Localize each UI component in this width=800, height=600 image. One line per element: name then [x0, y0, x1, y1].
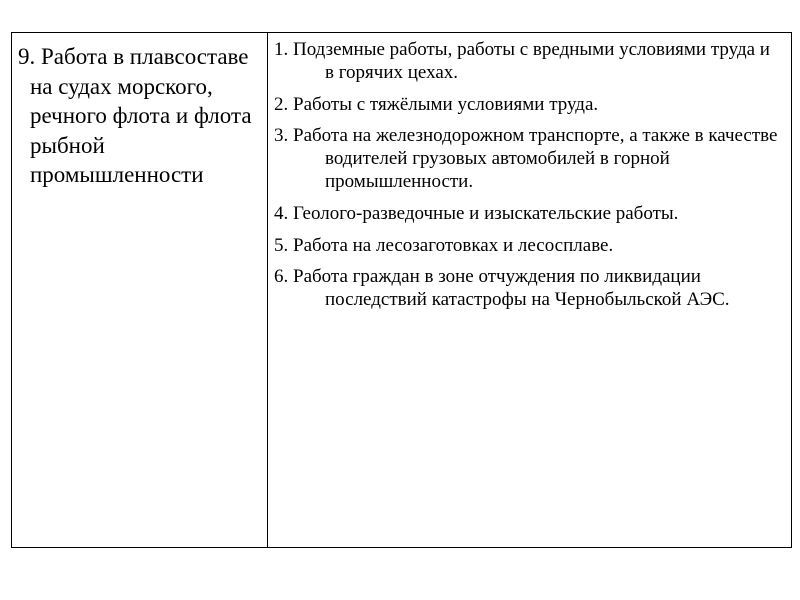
list-item: 6. Работа граждан в зоне отчуждения по ликвидации последствий катастрофы на Чернобыльской АЭС. [274, 266, 730, 311]
table-row [12, 33, 792, 548]
category-text: 9. Работа в плавсоставе на судах морского, речного флота и флота рыбной промышленности [18, 44, 252, 187]
list-item: 3. Работа на железнодорожном транспорте, а также в качестве водителей грузовых автомобилей в горной промышленности. [274, 125, 778, 192]
work-types-list [268, 33, 791, 312]
list-item: 2. Работы с тяжёлыми условиями труда. [274, 93, 599, 115]
list-item: 1. Подземные работы, работы с вредными условиями труда и в горячих цехах. [274, 39, 770, 83]
left-cell [12, 33, 268, 548]
list-item: 4. Геолого-разведочные и изыскательские работы. [274, 202, 679, 224]
list-item: 5. Работа на лесозаготовках и лесосплаве. [274, 234, 614, 256]
right-cell [268, 33, 792, 548]
left-cell-text [12, 33, 267, 190]
content-table [11, 32, 792, 548]
